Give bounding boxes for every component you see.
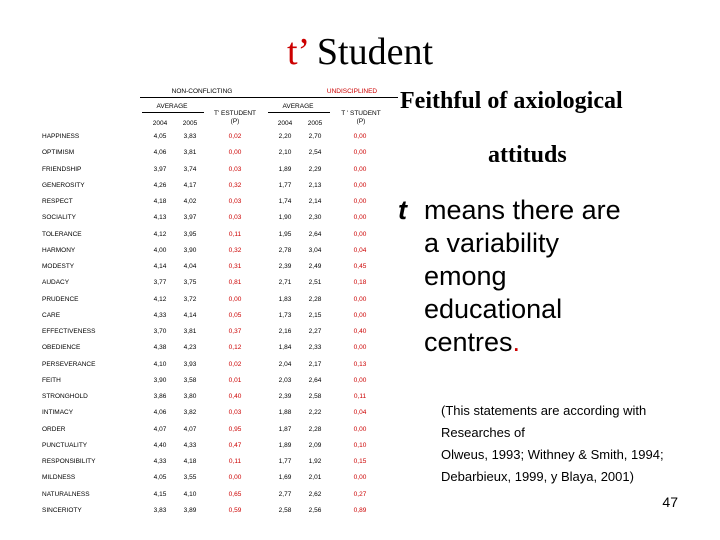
table-row (42, 502, 382, 518)
row-label: CARE (42, 311, 61, 319)
row-label: AUDACY (42, 279, 70, 287)
cell-nc05: 3,80 (183, 393, 197, 400)
table-row (42, 421, 382, 437)
references-note (441, 400, 701, 488)
cell-ud05: 2,51 (308, 279, 322, 287)
cell-ncp: 0,12 (228, 344, 242, 352)
cell-nc05: 3,81 (183, 149, 197, 157)
row-label: MILDNESS (42, 474, 76, 482)
statement-line-3: emong (424, 261, 507, 291)
cell-nc04: 4,06 (153, 409, 167, 417)
cell-ud05: 2,27 (308, 328, 322, 335)
table-row (42, 177, 382, 193)
cell-nc04: 4,18 (153, 198, 167, 205)
cell-ud04: 2,10 (278, 149, 292, 157)
cell-ud04: 1,74 (278, 198, 292, 205)
row-label: MODESTY (42, 263, 75, 270)
cell-nc04: 3,97 (153, 165, 167, 173)
row-label: RESPECT (42, 198, 73, 205)
cell-ud04: 1,88 (278, 409, 292, 417)
cell-udp: 0,45 (353, 263, 367, 270)
row-label: EFFECTIVENESS (42, 328, 96, 335)
cell-nc04: 4,06 (153, 149, 167, 157)
cell-nc05: 3,82 (183, 409, 197, 417)
statement-line-4: educational (424, 294, 563, 324)
cell-ncp: 0,11 (228, 230, 242, 238)
year-header-nc-2004: 2004 (152, 120, 168, 127)
cell-ncp: 0,81 (228, 279, 242, 287)
cell-ncp: 0,11 (228, 458, 242, 465)
title-t-symbol: t’ (286, 31, 308, 73)
group-header-undisciplined: UNDISCIPLINED (326, 88, 378, 95)
row-label: TOLERANCE (42, 230, 82, 238)
cell-ud04: 1,77 (278, 458, 292, 465)
cell-ncp: 0,03 (228, 409, 242, 417)
cell-ud05: 2,29 (308, 165, 322, 173)
cell-udp: 0,00 (353, 165, 367, 173)
cell-nc05: 4,14 (183, 311, 197, 319)
cell-nc04: 4,12 (153, 230, 167, 238)
cell-ncp: 0,03 (228, 214, 242, 222)
cell-nc05: 3,95 (183, 230, 197, 238)
table-row (42, 258, 382, 274)
cell-udp: 0,04 (353, 246, 367, 254)
row-label: HARMONY (42, 246, 76, 254)
tstudent-header-nc-label: T' ESTUDENT (213, 110, 257, 117)
row-label: RESPONSIBILITY (42, 458, 96, 465)
row-label: SOCIALITY (42, 214, 76, 222)
side-heading-line-2: attituds (488, 142, 567, 168)
cell-ud04: 2,78 (278, 246, 292, 254)
cell-nc04: 3,83 (153, 506, 167, 514)
cell-nc04: 4,26 (153, 181, 167, 189)
row-label: NATURALNESS (42, 490, 90, 498)
cell-ud04: 2,58 (278, 506, 292, 514)
cell-ud04: 1,84 (278, 344, 292, 352)
group-rule-undisciplined (268, 97, 398, 98)
title-text: Student (307, 31, 434, 73)
cell-nc05: 3,83 (183, 133, 197, 140)
slide-title (0, 30, 720, 74)
cell-ud05: 1,92 (308, 458, 322, 465)
cell-nc05: 4,07 (183, 425, 197, 433)
average-header-nc: AVERAGE (156, 103, 188, 110)
cell-ncp: 0,01 (228, 376, 242, 384)
cell-nc05: 4,02 (183, 198, 197, 205)
cell-ud04: 2,39 (278, 393, 292, 400)
cell-nc05: 4,04 (183, 263, 197, 270)
cell-ncp: 0,02 (228, 133, 242, 140)
cell-ud04: 2,20 (278, 133, 292, 140)
cell-nc05: 3,97 (183, 214, 197, 222)
cell-ncp: 0,95 (228, 425, 242, 433)
cell-nc04: 4,13 (153, 214, 167, 222)
table-row (42, 437, 382, 453)
table-row (42, 469, 382, 485)
table-row (42, 372, 382, 388)
cell-ud05: 2,56 (308, 506, 322, 514)
cell-nc04: 4,15 (153, 490, 167, 498)
cell-udp: 0,11 (353, 393, 367, 400)
cell-udp: 0,89 (353, 506, 367, 514)
cell-nc04: 4,38 (153, 344, 167, 352)
references-line-3: Olweus, 1993; Withney & Smith, 1994; (441, 447, 664, 462)
row-label: OBEDIENCE (42, 344, 81, 352)
tstudent-header-nc (202, 110, 268, 126)
cell-udp: 0,00 (353, 311, 367, 319)
cell-ncp: 0,59 (228, 506, 242, 514)
cell-ncp: 0,37 (228, 328, 242, 335)
cell-udp: 0,04 (353, 409, 367, 417)
table-body (42, 128, 382, 518)
cell-ud05: 2,64 (308, 376, 322, 384)
cell-nc05: 4,18 (183, 458, 197, 465)
table-row (42, 404, 382, 420)
cell-udp: 0,00 (353, 295, 367, 303)
cell-udp: 0,00 (353, 376, 367, 384)
cell-nc05: 3,75 (183, 279, 197, 287)
cell-nc04: 3,90 (153, 376, 167, 384)
cell-nc04: 4,00 (153, 246, 167, 254)
table-row (42, 339, 382, 355)
cell-nc05: 4,17 (183, 181, 197, 189)
cell-udp: 0,00 (353, 181, 367, 189)
cell-ud05: 2,22 (308, 409, 322, 417)
cell-udp: 0,00 (353, 474, 367, 482)
side-heading-line-1: Feithful of axiological (400, 88, 623, 114)
row-label: FRIENDSHIP (42, 165, 82, 173)
table-row (42, 128, 382, 144)
table-row (42, 193, 382, 209)
statement-line-5-text: centres (424, 327, 513, 357)
cell-ud04: 2,03 (278, 376, 292, 384)
cell-ud04: 2,77 (278, 490, 292, 498)
cell-nc04: 4,05 (153, 474, 167, 482)
table-row (42, 274, 382, 290)
cell-ncp: 0,00 (228, 295, 242, 303)
cell-ud04: 2,39 (278, 263, 292, 270)
cell-ud05: 2,33 (308, 344, 322, 352)
cell-ud05: 2,01 (308, 474, 322, 482)
cell-udp: 0,13 (353, 360, 367, 368)
row-label: PRUDENCE (42, 295, 79, 303)
cell-udp: 0,15 (353, 458, 367, 465)
cell-udp: 0,00 (353, 214, 367, 222)
table-row (42, 209, 382, 225)
cell-ncp: 0,40 (228, 393, 242, 400)
cell-udp: 0,00 (353, 344, 367, 352)
cell-nc05: 3,90 (183, 246, 197, 254)
cell-ud05: 3,04 (308, 246, 322, 254)
statement-period: . (512, 327, 521, 357)
year-header-ud-2005: 2005 (307, 120, 323, 127)
table-row (42, 323, 382, 339)
cell-ud04: 2,71 (278, 279, 292, 287)
cell-ncp: 0,32 (228, 246, 242, 254)
cell-ud05: 2,30 (308, 214, 322, 222)
cell-nc04: 4,14 (153, 263, 167, 270)
cell-ud04: 2,04 (278, 360, 292, 368)
cell-ud05: 2,64 (308, 230, 322, 238)
table-row (42, 161, 382, 177)
cell-nc05: 3,81 (183, 328, 197, 335)
cell-ncp: 0,31 (228, 263, 242, 270)
cell-nc04: 3,77 (153, 279, 167, 287)
table-row (42, 453, 382, 469)
cell-nc04: 4,33 (153, 311, 167, 319)
average-rule-ud (268, 112, 330, 113)
average-rule-nc (142, 112, 204, 113)
cell-ud04: 1,77 (278, 181, 292, 189)
year-header-nc-2005: 2005 (182, 120, 198, 127)
cell-ud04: 1,87 (278, 425, 292, 433)
row-label: ORDER (42, 425, 66, 433)
cell-nc05: 3,93 (183, 360, 197, 368)
cell-udp: 0,18 (353, 279, 367, 287)
cell-nc04: 3,70 (153, 328, 167, 335)
table-row (42, 388, 382, 404)
row-label: HAPPINESS (42, 133, 80, 140)
cell-nc05: 3,89 (183, 506, 197, 514)
cell-ud05: 2,17 (308, 360, 322, 368)
t-symbol: t (398, 195, 407, 225)
cell-ud05: 2,54 (308, 149, 322, 157)
cell-ud04: 1,83 (278, 295, 292, 303)
tstudent-header-ud-p: (P) (356, 118, 366, 125)
cell-udp: 0,00 (353, 133, 367, 140)
cell-ncp: 0,00 (228, 149, 242, 157)
cell-udp: 0,00 (353, 230, 367, 238)
cell-ud04: 1,69 (278, 474, 292, 482)
row-label: OPTIMISM (42, 149, 75, 157)
row-label: PERSEVERANCE (42, 360, 96, 368)
table-row (42, 307, 382, 323)
cell-nc04: 4,05 (153, 133, 167, 140)
cell-udp: 0,00 (353, 198, 367, 205)
cell-nc04: 4,12 (153, 295, 167, 303)
tstudent-header-ud (328, 110, 394, 126)
table-row (42, 291, 382, 307)
table-row (42, 356, 382, 372)
cell-ud05: 2,09 (308, 441, 322, 449)
cell-ud05: 2,28 (308, 425, 322, 433)
average-header-ud: AVERAGE (282, 103, 314, 110)
table-row (42, 144, 382, 160)
cell-nc05: 3,72 (183, 295, 197, 303)
cell-nc05: 4,23 (183, 344, 197, 352)
row-label: GENEROSITY (42, 181, 85, 189)
cell-nc04: 4,10 (153, 360, 167, 368)
cell-ncp: 0,00 (228, 474, 242, 482)
statement-line-2: a variability (424, 228, 560, 258)
cell-ud04: 1,95 (278, 230, 292, 238)
cell-udp: 0,00 (353, 149, 367, 157)
group-header-nonconflicting: NON-CONFLICTING (171, 88, 233, 95)
cell-ncp: 0,03 (228, 165, 242, 173)
cell-nc05: 4,33 (183, 441, 197, 449)
references-line-4: Debarbieux, 1999, y Blaya, 2001) (441, 469, 634, 484)
cell-ud05: 2,58 (308, 393, 322, 400)
references-line-1: (This statements are according with (441, 403, 647, 418)
cell-ncp: 0,47 (228, 441, 242, 449)
cell-ud05: 2,49 (308, 263, 322, 270)
cell-ncp: 0,65 (228, 490, 242, 498)
row-label: SINCERIOTY (42, 506, 82, 514)
cell-ud04: 1,89 (278, 165, 292, 173)
tstudent-header-nc-p: (P) (230, 118, 240, 125)
cell-nc05: 3,55 (183, 474, 197, 482)
page-number: 47 (662, 494, 678, 510)
row-label: FEITH (42, 376, 61, 384)
cell-udp: 0,40 (353, 328, 367, 335)
cell-udp: 0,27 (353, 490, 367, 498)
cell-ud05: 2,14 (308, 198, 322, 205)
cell-nc04: 3,86 (153, 393, 167, 400)
statement-line-5 (424, 326, 704, 359)
cell-ncp: 0,02 (228, 360, 242, 368)
cell-ud04: 1,89 (278, 441, 292, 449)
table-row (42, 242, 382, 258)
group-rule-nonconflicting (140, 97, 268, 98)
table-row (42, 486, 382, 502)
cell-nc04: 4,33 (153, 458, 167, 465)
cell-ud05: 2,15 (308, 311, 322, 319)
cell-ud05: 2,70 (308, 133, 322, 140)
row-label: INTIMACY (42, 409, 74, 417)
cell-udp: 0,10 (353, 441, 367, 449)
cell-ncp: 0,03 (228, 198, 242, 205)
cell-ud04: 2,16 (278, 328, 292, 335)
cell-ud04: 1,73 (278, 311, 292, 319)
row-label: STRONGHOLD (42, 393, 88, 400)
cell-nc04: 4,07 (153, 425, 167, 433)
cell-ncp: 0,05 (228, 311, 242, 319)
table-row (42, 226, 382, 242)
cell-ud05: 2,62 (308, 490, 322, 498)
cell-nc05: 3,58 (183, 376, 197, 384)
year-header-ud-2004: 2004 (277, 120, 293, 127)
cell-ud04: 1,90 (278, 214, 292, 222)
cell-nc05: 4,10 (183, 490, 197, 498)
statement-line-1: means there are (424, 195, 621, 225)
tstudent-header-ud-label: T ' STUDENT (341, 110, 381, 117)
cell-ud05: 2,13 (308, 181, 322, 189)
cell-udp: 0,00 (353, 425, 367, 433)
references-line-2: Researches of (441, 425, 525, 440)
cell-nc05: 3,74 (183, 165, 197, 173)
row-label: PUNCTUALITY (42, 441, 88, 449)
cell-nc04: 4,40 (153, 441, 167, 449)
cell-ncp: 0,32 (228, 181, 242, 189)
cell-ud05: 2,28 (308, 295, 322, 303)
